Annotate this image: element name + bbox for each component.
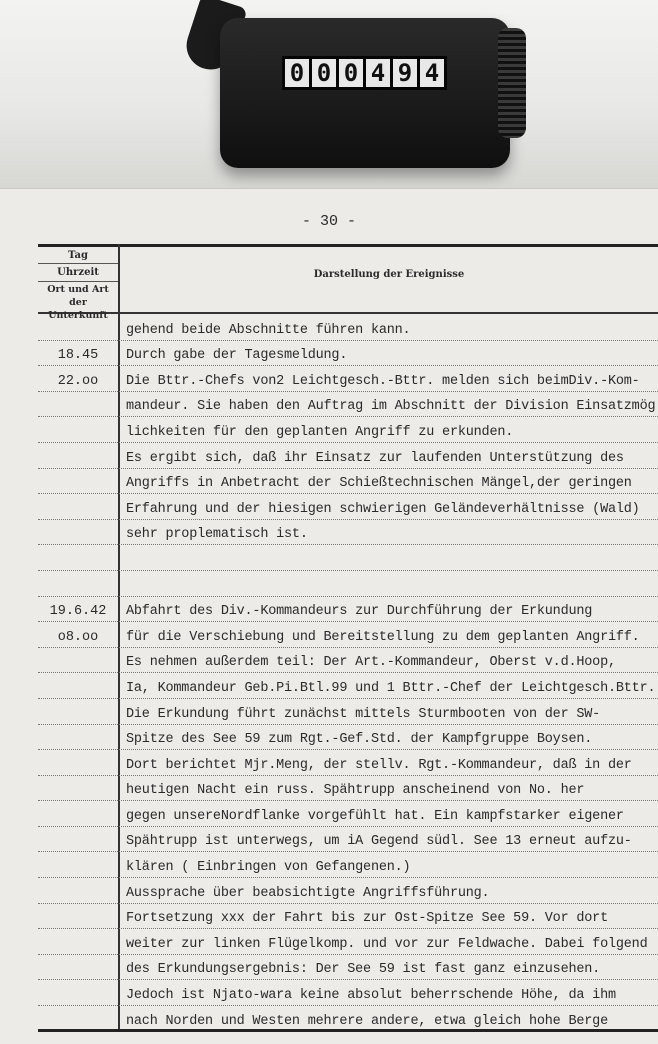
table-row [38,776,658,802]
header-day: Tag [38,247,118,264]
row-text: sehr proplematisch ist. [126,527,308,543]
table-row [38,392,658,418]
page-number: - 30 - [301,213,356,230]
row-time: 19.6.42 [49,604,107,620]
row-text: mandeur. Sie haben den Auftrag im Abschnitt der Division Einsatzmög [126,399,656,415]
row-text: Angriffs in Anbetracht der Schießtechnischen Mängel,der geringen [126,476,632,492]
row-text: Spähtrupp ist unterwegs, um iA Gegend südl. See 13 erneut aufzu- [126,834,632,850]
table-row [38,545,658,571]
table-row [38,341,658,367]
row-text: gehend beide Abschnitte führen kann. [126,322,411,338]
counter-display [282,56,447,90]
table-row [38,494,658,520]
row-time: 22.oo [57,373,99,389]
row-text: Spitze des See 59 zum Rgt.-Gef.Std. der Kampfgruppe Boysen. [126,732,593,748]
counter-digit: 9 [393,59,417,87]
table-row [38,827,658,853]
table-row [38,904,658,930]
row-text: Die Erkundung führt zunächst mittels Sturmbooten von der SW- [126,706,601,722]
row-text: Abfahrt des Div.-Kommandeurs zur Durchführung der Erkundung [126,604,593,620]
row-time: 18.45 [57,348,99,364]
table-body [38,315,658,1032]
table-row [38,801,658,827]
table-row [38,622,658,648]
event-log-table [38,244,658,1032]
row-text: Es nehmen außerdem teil: Der Art.-Kommandeur, Oberst v.d.Hoop, [126,655,616,671]
counter-digit: 0 [339,59,363,87]
table-row [38,699,658,725]
table-header [38,247,658,321]
row-text: heutigen Nacht ein russ. Spähtrupp anscheinend von No. her [126,783,585,799]
row-text: klären ( Einbringen von Gefangenen.) [126,860,411,876]
table-row [38,648,658,674]
table-row [38,417,658,443]
row-text: Fortsetzung xxx der Fahrt bis zur Ost-Spitze See 59. Vor dort [126,911,608,927]
row-text: Dort berichtet Mjr.Meng, der stellv. Rgt.-Kommandeur, daß in der [126,757,632,773]
row-text: Ia, Kommandeur Geb.Pi.Btl.99 und 1 Bttr.-Chef der Leichtgesch.Bttr. [126,680,656,696]
row-text: Aussprache über beabsichtigte Angriffsführung. [126,885,490,901]
row-text: Durch gabe der Tagesmeldung. [126,348,348,364]
row-text: Jedoch ist Njato-wara keine absolut beherrschende Höhe, da ihm [126,988,616,1004]
document-page [0,188,658,1044]
row-text: Erfahrung und der hiesigen schwierigen Geländeverhältnisse (Wald) [126,501,640,517]
row-text: des Erkundungsergebnis: Der See 59 ist fast ganz einzusehen. [126,962,601,978]
header-time: Uhrzeit [38,264,118,282]
counter-device [220,18,510,168]
header-events: Darstellung der Ereignisse [313,269,465,280]
table-row [38,980,658,1006]
row-text: weiter zur linken Flügelkomp. und vor zur Feldwache. Dabei folgend [126,936,648,952]
counter-photo [0,0,658,190]
table-row [38,520,658,546]
counter-digit: 0 [312,59,336,87]
table-row [38,852,658,878]
table-row [38,315,658,341]
table-bottom-border [38,1029,658,1032]
table-row [38,878,658,904]
table-row [38,469,658,495]
table-row [38,443,658,469]
row-text: Es ergibt sich, daß ihr Einsatz zur laufenden Unterstützung des [126,450,624,466]
row-text: nach Norden und Westen mehrere andere, etwa gleich hohe Berge [126,1013,608,1029]
table-row [38,597,658,623]
table-row [38,1006,658,1032]
row-text: lichkeiten für den geplanten Angriff zu erkunden. [126,424,514,440]
counter-knob [498,28,526,138]
table-row [38,725,658,751]
table-row [38,571,658,597]
table-row [38,929,658,955]
table-row [38,366,658,392]
row-text: gegen unsereNordflanke vorgefühlt hat. Ein kampfstarker eigener [126,808,624,824]
table-row [38,750,658,776]
row-text: Die Bttr.-Chefs von2 Leichtgesch.-Bttr. melden sich beimDiv.-Kom- [126,373,640,389]
header-location: Ort und Art der Unterkunft [47,284,109,321]
counter-digit: 4 [420,59,444,87]
row-text: für die Verschiebung und Bereitstellung zu dem geplanten Angriff. [126,629,640,645]
table-row [38,673,658,699]
counter-digit: 0 [285,59,309,87]
table-row [38,955,658,981]
row-time: o8.oo [57,629,99,645]
counter-digit: 4 [366,59,390,87]
